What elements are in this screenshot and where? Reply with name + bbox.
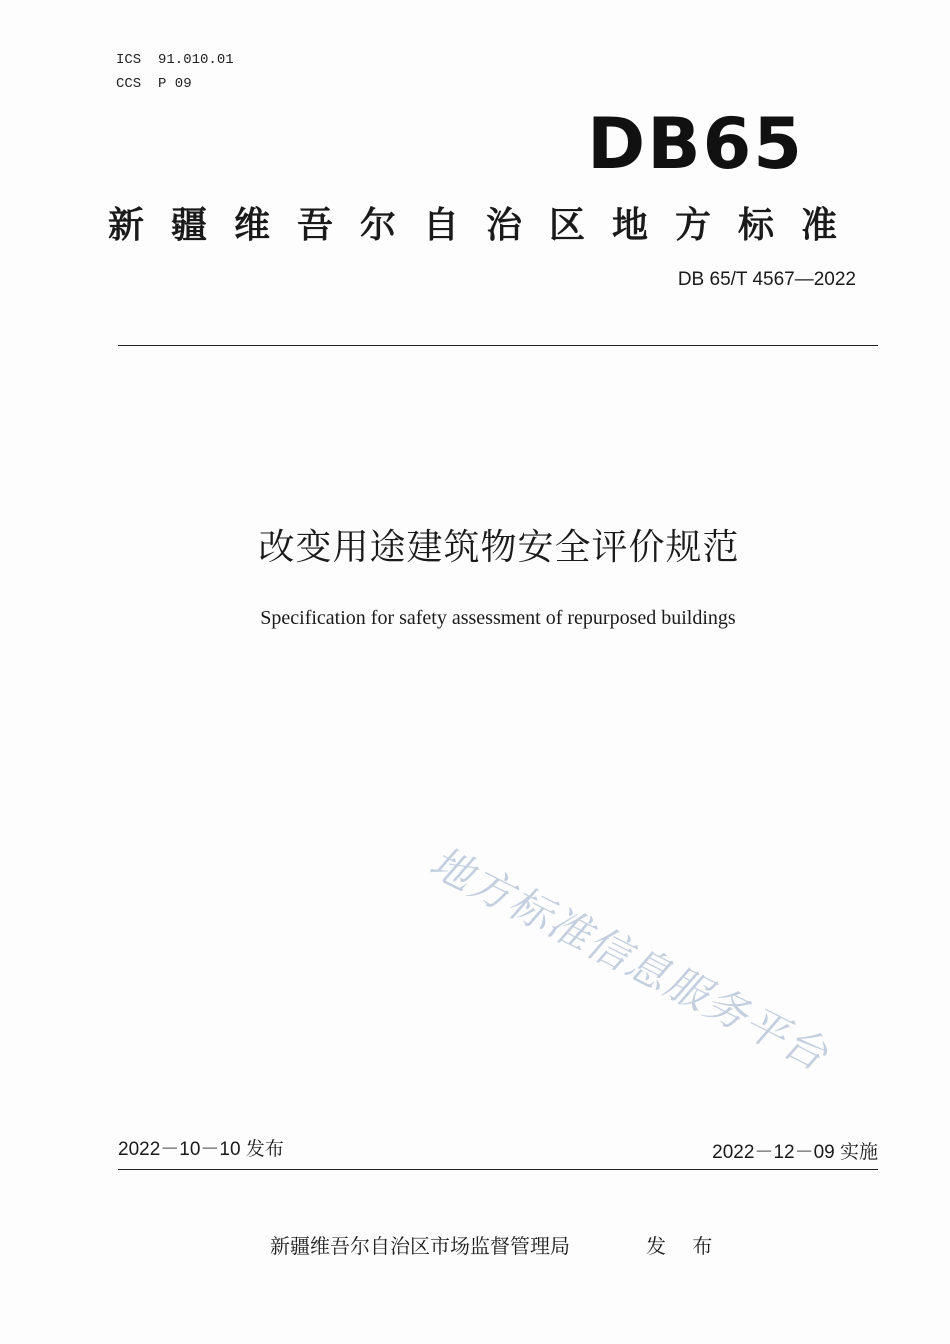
- issue-date: 2022－10－10 发布: [118, 1139, 284, 1160]
- standard-number: DB 65/T 4567—2022: [677, 269, 856, 290]
- ccs-code: CCS P 09: [116, 76, 192, 92]
- classification-codes: [116, 48, 234, 96]
- top-divider: [118, 345, 878, 346]
- platform-watermark: 地方标准信息服务平台: [422, 837, 837, 1081]
- standard-type-heading: 新疆维吾尔自治区地方标准: [108, 205, 865, 246]
- title-chinese: 改变用途建筑物安全评价规范: [258, 527, 740, 568]
- publisher-name: 新疆维吾尔自治区市场监督管理局: [270, 1234, 570, 1258]
- publish-label: 发 布: [646, 1234, 723, 1258]
- db65-logo: DB65: [587, 103, 804, 185]
- title-english: Specification for safety assessment of repurposed buildings: [260, 607, 736, 629]
- bottom-divider: [118, 1169, 878, 1170]
- ics-code: ICS 91.010.01: [116, 52, 234, 68]
- implementation-date: 2022－12－09 实施: [712, 1142, 878, 1163]
